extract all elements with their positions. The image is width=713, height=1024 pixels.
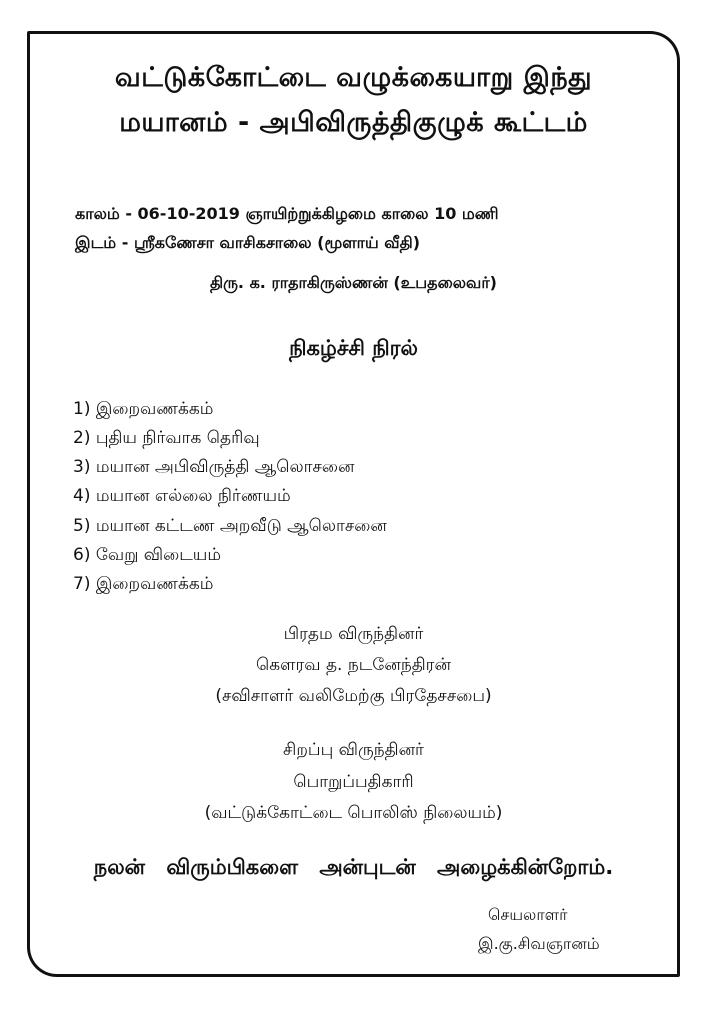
meeting-venue: இடம் - ஸ்ரீகணேசா வாசிகசாலை (மூளாய் வீதி) — [75, 233, 421, 252]
title-line-1: வட்டுக்கோட்டை வழுக்கையாறு இந்து — [114, 62, 593, 93]
agenda-item: 2) புதிய நிர்வாக தெரிவு — [73, 428, 260, 448]
signature-title: செயலாளர் — [488, 905, 568, 924]
special-guest-name: பொறுப்பதிகாரி — [293, 772, 414, 792]
agenda-item: 7) இறைவணக்கம் — [73, 574, 214, 594]
special-guest-role: (வட்டுக்கோட்டை பொலிஸ் நிலையம்) — [204, 803, 503, 823]
agenda-item: 6) வேறு விடையம் — [73, 545, 222, 565]
closing-invitation: நலன் விரும்பிகளை அன்புடன் அழைக்கின்றோம். — [93, 855, 614, 879]
chief-guest-label: பிரதம விருந்தினர் — [283, 624, 424, 644]
title-line-2: மயானம் - அபிவிருத்திகுழுக் கூட்டம் — [119, 107, 588, 138]
special-guest-label: சிறப்பு விருந்தினர் — [283, 740, 424, 760]
signature-name: இ.கு.சிவஞானம் — [478, 934, 600, 953]
agenda-heading: நிகழ்ச்சி நிரல் — [289, 336, 418, 360]
chief-guest-role: (சவிசாளர் வலிமேற்கு பிரதேசசபை) — [215, 686, 492, 706]
chief-guest-name: கௌரவ த. நடனேந்திரன் — [256, 655, 451, 675]
meeting-time: காலம் - 06-10-2019 ஞாயிற்றுக்கிழமை காலை 10 மணி — [75, 204, 499, 223]
agenda-item: 1) இறைவணக்கம் — [73, 399, 214, 419]
agenda-item: 4) மயான எல்லை நிர்ணயம் — [73, 486, 291, 506]
agenda-item: 5) மயான கட்டண அறவீடு ஆலொசனை — [73, 516, 387, 536]
meeting-chair: திரு. க. ராதாகிருஸ்ணன் (உபதலைவர்) — [209, 273, 497, 292]
agenda-item: 3) மயான அபிவிருத்தி ஆலொசனை — [73, 457, 355, 477]
